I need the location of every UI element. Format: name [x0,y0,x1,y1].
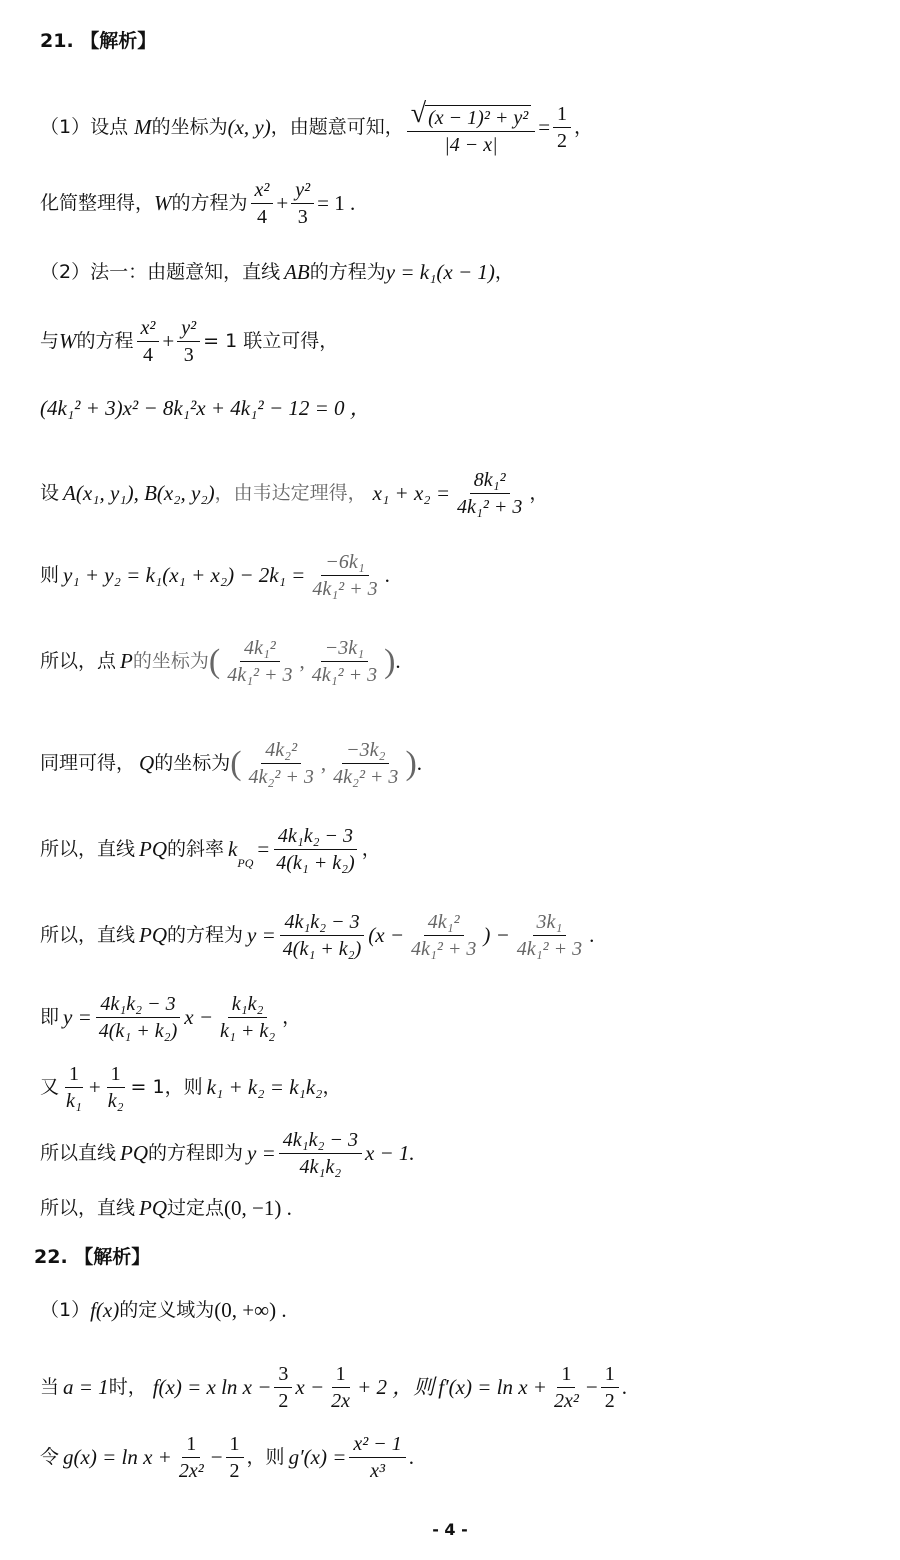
q21-part1-line2: 化简整理得， W 的方程为 $\frac{\text{x²}}{4}$ + $\frac{\text{y²}}{3}$ = 1 . [40,179,356,228]
text: ，由题意可知， [270,116,404,138]
fraction: $\frac{1}{\text{2x²}}$ [178,1433,204,1482]
q22-part1-line18: 令 g(x) = ln x + $\frac{1}{\text{2x²}}$ − $\frac{1}{2}$ ，则 g′(x) = $\frac{\text{x² − 1}}{\text{x³}}$ . [40,1433,415,1482]
q21-part2-line4: 与 W 的方程 $\frac{\text{x²}}{4}$ + $\frac{\text{y²}}{3}$ = 1 联立可得， [40,317,339,366]
equals: = [538,115,551,139]
denominator: |4 − x| [444,134,498,156]
q22-heading [34,1248,150,1267]
quadratic-equation: (4k₁² + 3)x² − 8k₁²x + 4k₁² − 12 = 0 ， [40,396,371,420]
fraction: $\frac{\text{−6k₁}}{\text{4k₁² + 3}}$ [312,551,378,600]
q21-part2-line11: 所以，直线 PQ 的方程为 y = $\frac{\text{4k₁k₂ − 3}}{\text{4(k₁ + k₂)}}$ (x − $\frac{\text{4k₁²}}{\text{4k₁² + 3}}$ ) − $\frac{\text{3k₁}}{\text{4k₁² + 3}}$ . [40,911,595,960]
fraction: $\frac{1}{\text{2x²}}$ [553,1363,579,1412]
fraction: $\frac{\text{−3k₁}}{\text{4k₁² + 3}}$ [311,637,378,686]
var-P: P [120,649,133,673]
page-number: - 4 - [432,1520,468,1539]
fraction: $\frac{\text{y²}}{3}$ [291,180,314,227]
fraction: $\frac{3}{2}$ [274,1364,292,1411]
q21-part2-line8: 所以，点 P 的坐标为 ( $\frac{\text{4k₁²}}{\text{4k₁² + 3}}$ , $\frac{\text{−3k₁}}{\text{4k₁² + 3}}$ ) . [40,637,401,686]
var-Q: Q [139,751,155,775]
fraction: $\frac{\text{4k₁²}}{\text{4k₁² + 3}}$ [411,911,477,960]
fraction: $\frac{\text{4k₁k₂ − 3}}{\text{4k₁k₂}}$ [279,1130,362,1177]
fraction: $\frac{\text{3k₁}}{\text{4k₁² + 3}}$ [516,911,583,960]
fraction: $\frac{\text{4k₂²}}{\text{4k₂² + 3}}$ [248,739,314,788]
q21-part2-line10: 所以，直线 PQ 的斜率 k PQ = $\frac{\text{4k₁k₂ − 3}}{\text{4(k₁ + k₂)}}$ ， [40,825,381,874]
var-W: W [59,329,77,353]
q21-part2-line12: 即 y = $\frac{\text{4k₁k₂ − 3}}{\text{4(k₁ + k₂)}}$ x − $\frac{\text{k₁k₂}}{\text{k₁ + k₂}}$ ， [40,993,302,1042]
fraction: $\frac{\text{x²}}{4}$ [251,180,274,227]
q21-heading [40,32,156,51]
var-AB: AB [284,260,310,284]
fraction: $\frac{1}{2}$ [226,1434,244,1481]
text: （1）设点 [40,116,129,138]
q21-part1-line1: （1）设点 M 的坐标为 (x, y) ，由题意可知， √ (x − 1)² + y² |4 − x| = $\frac{1}{2}$ ， [40,98,594,156]
text: 的坐标为 [151,116,228,138]
fraction: $\frac{\text{4k₁k₂ − 3}}{\text{4(k₁ + k₂)}}$ [95,994,181,1041]
sqrt-content: (x − 1)² + y² [425,105,531,128]
fraction: $\frac{1}{\text{k₂}}$ [107,1063,124,1112]
fraction: $\frac{\text{y²}}{3}$ [177,318,200,365]
q22-heading-text: 22. 【解析】 [34,1246,151,1268]
q21-part2-line5 [40,398,371,419]
line-equation: y = k₁(x − 1) [385,260,495,284]
q21-part2-line6: 设 A(x₁, y₁), B(x₂, y₂) ，由韦达定理得， x₁ + x₂ = $\frac{\text{8k₁²}}{\text{4k₁² + 3}}$ ， [40,469,549,518]
fraction: $\frac{1}{\text{k₁}}$ [66,1063,82,1112]
q21-part2-line14: 所以直线 PQ 的方程即为 y = $\frac{\text{4k₁k₂ − 3}}{\text{4k₁k₂}}$ x − 1. [40,1129,415,1178]
var-M: M [134,115,152,139]
q21-part2-line9: 同理可得， Q 的坐标为 ( $\frac{\text{4k₂²}}{\text{4k₂² + 3}}$ , $\frac{\text{−3k₂}}{\text{4k₂² + 3}}$ ) . [40,739,423,788]
fraction: $\frac{\text{k₁k₂}}{\text{k₁ + k₂}}$ [220,993,276,1042]
ratio-fraction: √ (x − 1)² + y² |4 − x| [407,100,535,155]
point-xy: (x, y) [227,115,271,139]
half-fraction: $\frac{1}{2}$ [553,104,571,151]
fraction: $\frac{1}{2x}$ [331,1363,351,1412]
q22-part1-line16: （1） f(x) 的定义域为 (0, +∞) . [40,1298,287,1322]
fraction: $\frac{\text{4k₁²}}{\text{4k₁² + 3}}$ [227,637,293,686]
fraction: $\frac{\text{4k₁k₂ − 3}}{\text{4(k₁ + k₂)}}$ [279,912,365,959]
fraction: $\frac{1}{2}$ [601,1364,619,1411]
q21-part2-line3: （2）法一：由题意知，直线 AB 的方程为 y = k₁(x − 1) ， [40,260,514,284]
fraction: $\frac{\text{8k₁²}}{\text{4k₁² + 3}}$ [457,469,523,518]
fraction: $\frac{\text{4k₁k₂ − 3}}{\text{4(k₁ + k₂)}}$ [272,826,358,873]
points-AB: A(x₁, y₁), B(x₂, y₂) [63,481,215,505]
fraction: $\frac{\text{−3k₂}}{\text{4k₂² + 3}}$ [333,739,399,788]
q22-part1-line17: 当 a = 1 时， f(x) = x ln x − $\frac{3}{2}$ x − $\frac{1}{2x}$ + 2 ，则 f′(x) = ln x + $\frac{1}{\text{2x²}}$ − $\frac{1}{2}$ . [40,1363,627,1412]
q21-heading-text: 21. 【解析】 [40,30,157,52]
var-W: W [154,191,172,215]
fraction: $\frac{\text{x² − 1}}{\text{x³}}$ [349,1434,405,1481]
q21-part2-line13: 又 $\frac{1}{\text{k₁}}$ + $\frac{1}{\text{k₂}}$ = 1，则 k₁ + k₂ = k₁k₂ ， [40,1063,342,1112]
fraction: $\frac{\text{x²}}{4}$ [137,318,160,365]
q21-part2-line7: 则 y₁ + y₂ = k₁(x₁ + x₂) − 2k₁ = $\frac{\text{−6k₁}}{\text{4k₁² + 3}}$ . [40,551,390,600]
q21-part2-line15: 所以，直线 PQ 过定点 (0, −1) . [40,1196,292,1220]
